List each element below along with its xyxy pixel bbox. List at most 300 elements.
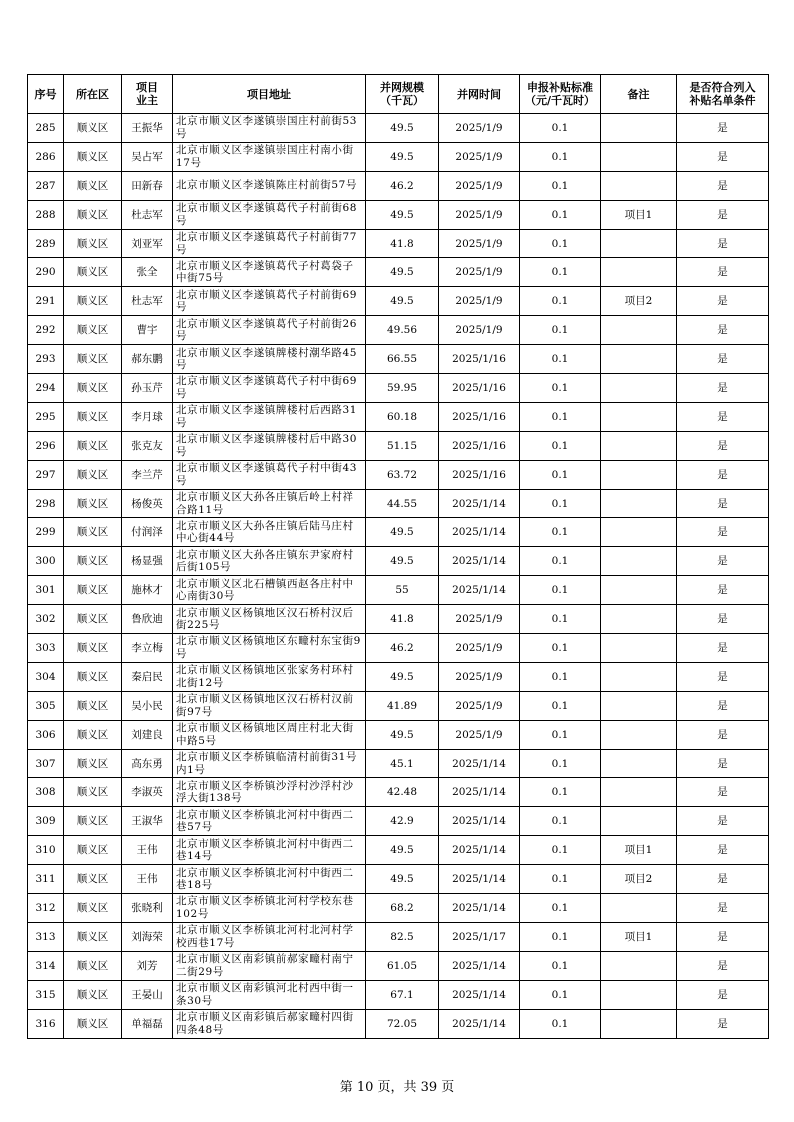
cell-eligible: 是 [677,547,769,576]
cell-district: 顺义区 [64,1009,122,1038]
table-row [28,489,769,518]
cell-remark [601,662,677,691]
cell-scale: 66.55 [366,345,439,374]
cell-owner: 吴占军 [122,142,173,171]
cell-owner: 单福磊 [122,1009,173,1038]
cell-seq: 315 [28,980,64,1009]
cell-address: 北京市顺义区李桥镇沙浮村沙浮村沙浮大街138号 [173,778,366,807]
cell-owner: 王伟 [122,865,173,894]
cell-scale: 55 [366,576,439,605]
cell-district: 顺义区 [64,345,122,374]
cell-remark [601,951,677,980]
cell-standard: 0.1 [520,980,601,1009]
cell-seq: 286 [28,142,64,171]
cell-district: 顺义区 [64,258,122,287]
cell-seq: 307 [28,749,64,778]
cell-scale: 42.9 [366,807,439,836]
cell-scale: 49.5 [366,865,439,894]
cell-owner: 杜志军 [122,200,173,229]
cell-seq: 287 [28,171,64,200]
cell-owner: 刘建良 [122,720,173,749]
cell-standard: 0.1 [520,865,601,894]
cell-district: 顺义区 [64,316,122,345]
table-row [28,865,769,894]
cell-district: 顺义区 [64,865,122,894]
cell-scale: 41.8 [366,605,439,634]
cell-remark [601,691,677,720]
cell-address: 北京市顺义区李遂镇牌楼村后中路30号 [173,431,366,460]
cell-owner: 付润泽 [122,518,173,547]
cell-district: 顺义区 [64,922,122,951]
cell-standard: 0.1 [520,229,601,258]
cell-eligible: 是 [677,287,769,316]
cell-seq: 301 [28,576,64,605]
cell-seq: 313 [28,922,64,951]
cell-address: 北京市顺义区李桥镇临清村前街31号内1号 [173,749,366,778]
cell-seq: 303 [28,634,64,663]
table-row [28,114,769,143]
cell-address: 北京市顺义区李遂镇牌楼村潮华路45号 [173,345,366,374]
cell-scale: 49.5 [366,518,439,547]
cell-scale: 42.48 [366,778,439,807]
cell-address: 北京市顺义区大孙各庄镇后岭上村祥合路11号 [173,489,366,518]
cell-remark: 项目1 [601,922,677,951]
cell-date: 2025/1/16 [439,374,520,403]
cell-eligible: 是 [677,1009,769,1038]
cell-remark [601,431,677,460]
cell-owner: 秦启民 [122,662,173,691]
cell-scale: 46.2 [366,634,439,663]
table-row [28,576,769,605]
cell-date: 2025/1/14 [439,807,520,836]
cell-scale: 41.89 [366,691,439,720]
cell-owner: 孙玉芹 [122,374,173,403]
cell-scale: 49.5 [366,836,439,865]
cell-address: 北京市顺义区李桥镇北河村中街西二巷57号 [173,807,366,836]
cell-eligible: 是 [677,836,769,865]
cell-scale: 49.5 [366,258,439,287]
cell-eligible: 是 [677,951,769,980]
cell-owner: 曹宇 [122,316,173,345]
cell-eligible: 是 [677,345,769,374]
cell-seq: 288 [28,200,64,229]
table-body [28,114,769,1039]
table-row [28,749,769,778]
cell-seq: 294 [28,374,64,403]
cell-date: 2025/1/9 [439,634,520,663]
cell-eligible: 是 [677,402,769,431]
cell-eligible: 是 [677,634,769,663]
table-row [28,1009,769,1038]
cell-date: 2025/1/14 [439,778,520,807]
cell-eligible: 是 [677,460,769,489]
cell-scale: 41.8 [366,229,439,258]
cell-remark [601,460,677,489]
cell-remark [601,720,677,749]
table-row [28,345,769,374]
cell-standard: 0.1 [520,576,601,605]
cell-eligible: 是 [677,431,769,460]
table-row [28,287,769,316]
cell-address: 北京市顺义区李遂镇崇国庄村南小街17号 [173,142,366,171]
cell-date: 2025/1/14 [439,576,520,605]
table-row [28,662,769,691]
cell-district: 顺义区 [64,894,122,923]
cell-district: 顺义区 [64,171,122,200]
table-row [28,258,769,287]
cell-seq: 309 [28,807,64,836]
cell-owner: 李兰芹 [122,460,173,489]
table-row [28,200,769,229]
cell-standard: 0.1 [520,836,601,865]
cell-eligible: 是 [677,922,769,951]
cell-district: 顺义区 [64,634,122,663]
cell-remark [601,316,677,345]
cell-address: 北京市顺义区李遂镇葛代子村前街68号 [173,200,366,229]
table-row [28,460,769,489]
cell-scale: 45.1 [366,749,439,778]
cell-owner: 高东勇 [122,749,173,778]
cell-date: 2025/1/16 [439,431,520,460]
cell-district: 顺义区 [64,229,122,258]
cell-eligible: 是 [677,894,769,923]
table-row [28,316,769,345]
header-scale: 并网规模 （千瓦） [366,75,439,114]
table-row [28,778,769,807]
cell-address: 北京市顺义区李遂镇崇国庄村前街53号 [173,114,366,143]
cell-date: 2025/1/14 [439,836,520,865]
cell-remark: 项目2 [601,287,677,316]
cell-date: 2025/1/14 [439,749,520,778]
cell-owner: 刘亚军 [122,229,173,258]
cell-scale: 44.55 [366,489,439,518]
cell-standard: 0.1 [520,605,601,634]
cell-date: 2025/1/17 [439,922,520,951]
cell-owner: 张全 [122,258,173,287]
cell-seq: 289 [28,229,64,258]
cell-seq: 306 [28,720,64,749]
cell-date: 2025/1/14 [439,951,520,980]
cell-eligible: 是 [677,229,769,258]
cell-standard: 0.1 [520,316,601,345]
cell-date: 2025/1/16 [439,345,520,374]
cell-address: 北京市顺义区李遂镇陈庄村前街57号 [173,171,366,200]
table-row [28,691,769,720]
cell-remark [601,634,677,663]
cell-district: 顺义区 [64,518,122,547]
cell-seq: 290 [28,258,64,287]
cell-scale: 49.5 [366,287,439,316]
cell-standard: 0.1 [520,518,601,547]
cell-owner: 施林才 [122,576,173,605]
cell-seq: 314 [28,951,64,980]
cell-address: 北京市顺义区李遂镇葛代子村葛袋子中街75号 [173,258,366,287]
cell-district: 顺义区 [64,951,122,980]
cell-scale: 68.2 [366,894,439,923]
cell-address: 北京市顺义区李遂镇葛代子村前街69号 [173,287,366,316]
cell-seq: 292 [28,316,64,345]
cell-address: 北京市顺义区北石槽镇西赵各庄村中心南街30号 [173,576,366,605]
table-row [28,980,769,1009]
cell-date: 2025/1/14 [439,865,520,894]
cell-date: 2025/1/14 [439,547,520,576]
cell-district: 顺义区 [64,547,122,576]
cell-address: 北京市顺义区杨镇地区东疃村东宝街9号 [173,634,366,663]
cell-address: 北京市顺义区杨镇地区周庄村北大街中路5号 [173,720,366,749]
cell-address: 北京市顺义区李桥镇北河村北河村学校西巷17号 [173,922,366,951]
cell-seq: 295 [28,402,64,431]
cell-date: 2025/1/14 [439,518,520,547]
cell-remark [601,374,677,403]
cell-standard: 0.1 [520,489,601,518]
cell-remark [601,518,677,547]
cell-owner: 刘芳 [122,951,173,980]
cell-district: 顺义区 [64,460,122,489]
cell-address: 北京市顺义区大孙各庄镇东尹家府村后街105号 [173,547,366,576]
cell-scale: 59.95 [366,374,439,403]
cell-standard: 0.1 [520,258,601,287]
cell-scale: 49.56 [366,316,439,345]
table-header-row [28,75,769,114]
cell-date: 2025/1/14 [439,980,520,1009]
table-row [28,171,769,200]
cell-address: 北京市顺义区李桥镇北河村学校东巷102号 [173,894,366,923]
table-row [28,836,769,865]
cell-address: 北京市顺义区李遂镇葛代子村中街43号 [173,460,366,489]
cell-eligible: 是 [677,807,769,836]
cell-address: 北京市顺义区李遂镇牌楼村后西路31号 [173,402,366,431]
cell-date: 2025/1/14 [439,894,520,923]
table-row [28,229,769,258]
cell-district: 顺义区 [64,807,122,836]
page-footer: 第 10 页，共 39 页 [339,1080,455,1095]
cell-eligible: 是 [677,374,769,403]
cell-owner: 王振华 [122,114,173,143]
table-row [28,720,769,749]
cell-scale: 49.5 [366,662,439,691]
cell-eligible: 是 [677,258,769,287]
cell-standard: 0.1 [520,894,601,923]
cell-address: 北京市顺义区李遂镇葛代子村前街77号 [173,229,366,258]
table-row [28,951,769,980]
cell-owner: 杨显强 [122,547,173,576]
cell-district: 顺义区 [64,489,122,518]
cell-remark [601,171,677,200]
cell-address: 北京市顺义区李桥镇北河村中街西二巷14号 [173,836,366,865]
cell-eligible: 是 [677,576,769,605]
cell-date: 2025/1/9 [439,171,520,200]
cell-seq: 302 [28,605,64,634]
cell-standard: 0.1 [520,662,601,691]
cell-scale: 46.2 [366,171,439,200]
cell-standard: 0.1 [520,547,601,576]
cell-owner: 刘海荣 [122,922,173,951]
cell-standard: 0.1 [520,749,601,778]
cell-district: 顺义区 [64,605,122,634]
cell-district: 顺义区 [64,720,122,749]
cell-district: 顺义区 [64,980,122,1009]
cell-remark [601,258,677,287]
cell-eligible: 是 [677,865,769,894]
table-row [28,605,769,634]
cell-standard: 0.1 [520,1009,601,1038]
cell-standard: 0.1 [520,287,601,316]
cell-scale: 67.1 [366,980,439,1009]
header-owner: 项目 业主 [122,75,173,114]
table-row [28,374,769,403]
cell-district: 顺义区 [64,287,122,316]
table-row [28,431,769,460]
cell-seq: 293 [28,345,64,374]
cell-remark [601,114,677,143]
cell-standard: 0.1 [520,720,601,749]
cell-owner: 李立梅 [122,634,173,663]
table-row [28,402,769,431]
cell-standard: 0.1 [520,171,601,200]
cell-district: 顺义区 [64,662,122,691]
cell-date: 2025/1/16 [439,402,520,431]
cell-standard: 0.1 [520,634,601,663]
cell-eligible: 是 [677,142,769,171]
cell-scale: 60.18 [366,402,439,431]
cell-owner: 杜志军 [122,287,173,316]
cell-seq: 304 [28,662,64,691]
table-row [28,142,769,171]
cell-address: 北京市顺义区大孙各庄镇后陆马庄村中心街44号 [173,518,366,547]
cell-seq: 297 [28,460,64,489]
cell-standard: 0.1 [520,691,601,720]
cell-eligible: 是 [677,316,769,345]
cell-owner: 鲁欣迪 [122,605,173,634]
cell-owner: 李淑英 [122,778,173,807]
table-row [28,922,769,951]
cell-seq: 299 [28,518,64,547]
cell-scale: 49.5 [366,547,439,576]
cell-seq: 300 [28,547,64,576]
cell-remark [601,749,677,778]
table-row [28,547,769,576]
cell-seq: 311 [28,865,64,894]
cell-scale: 63.72 [366,460,439,489]
subsidy-table [27,74,769,1039]
cell-remark [601,894,677,923]
table-row [28,518,769,547]
cell-owner: 王晏山 [122,980,173,1009]
cell-standard: 0.1 [520,402,601,431]
cell-standard: 0.1 [520,922,601,951]
cell-seq: 285 [28,114,64,143]
table-row [28,894,769,923]
cell-scale: 49.5 [366,720,439,749]
cell-district: 顺义区 [64,142,122,171]
header-date: 并网时间 [439,75,520,114]
cell-date: 2025/1/9 [439,605,520,634]
cell-address: 北京市顺义区南彩镇后郝家疃村四街四条48号 [173,1009,366,1038]
cell-standard: 0.1 [520,460,601,489]
cell-scale: 82.5 [366,922,439,951]
cell-eligible: 是 [677,114,769,143]
cell-standard: 0.1 [520,142,601,171]
table-row [28,807,769,836]
cell-remark [601,778,677,807]
cell-remark: 项目1 [601,200,677,229]
cell-eligible: 是 [677,489,769,518]
cell-scale: 49.5 [366,142,439,171]
cell-address: 北京市顺义区南彩镇前郝家疃村南宁二街29号 [173,951,366,980]
cell-address: 北京市顺义区李遂镇葛代子村前街26号 [173,316,366,345]
header-seq: 序号 [28,75,64,114]
cell-standard: 0.1 [520,345,601,374]
cell-standard: 0.1 [520,114,601,143]
cell-owner: 王淑华 [122,807,173,836]
cell-owner: 杨俊英 [122,489,173,518]
cell-address: 北京市顺义区杨镇地区汉石桥村汉后街225号 [173,605,366,634]
cell-seq: 298 [28,489,64,518]
cell-seq: 296 [28,431,64,460]
cell-owner: 郝东鹏 [122,345,173,374]
cell-eligible: 是 [677,691,769,720]
cell-eligible: 是 [677,720,769,749]
cell-district: 顺义区 [64,576,122,605]
cell-district: 顺义区 [64,778,122,807]
cell-address: 北京市顺义区杨镇地区张家务村环村北街12号 [173,662,366,691]
cell-date: 2025/1/9 [439,200,520,229]
cell-standard: 0.1 [520,431,601,460]
cell-owner: 田新春 [122,171,173,200]
header-remark: 备注 [601,75,677,114]
cell-eligible: 是 [677,980,769,1009]
cell-date: 2025/1/9 [439,114,520,143]
cell-seq: 305 [28,691,64,720]
cell-scale: 49.5 [366,200,439,229]
cell-remark [601,605,677,634]
cell-scale: 61.05 [366,951,439,980]
cell-remark: 项目2 [601,865,677,894]
cell-address: 北京市顺义区李桥镇北河村中街西二巷18号 [173,865,366,894]
cell-scale: 51.15 [366,431,439,460]
cell-date: 2025/1/9 [439,662,520,691]
cell-district: 顺义区 [64,402,122,431]
cell-remark [601,489,677,518]
cell-date: 2025/1/9 [439,258,520,287]
cell-district: 顺义区 [64,431,122,460]
cell-district: 顺义区 [64,836,122,865]
cell-owner: 张晓利 [122,894,173,923]
cell-remark [601,547,677,576]
cell-standard: 0.1 [520,951,601,980]
cell-remark [601,576,677,605]
cell-standard: 0.1 [520,807,601,836]
cell-owner: 吴小民 [122,691,173,720]
cell-owner: 张克友 [122,431,173,460]
cell-seq: 312 [28,894,64,923]
cell-district: 顺义区 [64,200,122,229]
cell-date: 2025/1/9 [439,720,520,749]
cell-date: 2025/1/9 [439,287,520,316]
header-eligible: 是否符合列入 补贴名单条件 [677,75,769,114]
cell-date: 2025/1/9 [439,316,520,345]
cell-eligible: 是 [677,200,769,229]
cell-remark [601,345,677,374]
cell-scale: 49.5 [366,114,439,143]
cell-eligible: 是 [677,778,769,807]
header-district: 所在区 [64,75,122,114]
cell-district: 顺义区 [64,114,122,143]
header-standard: 申报补贴标准 （元/千瓦时） [520,75,601,114]
cell-owner: 王伟 [122,836,173,865]
cell-eligible: 是 [677,518,769,547]
cell-seq: 310 [28,836,64,865]
